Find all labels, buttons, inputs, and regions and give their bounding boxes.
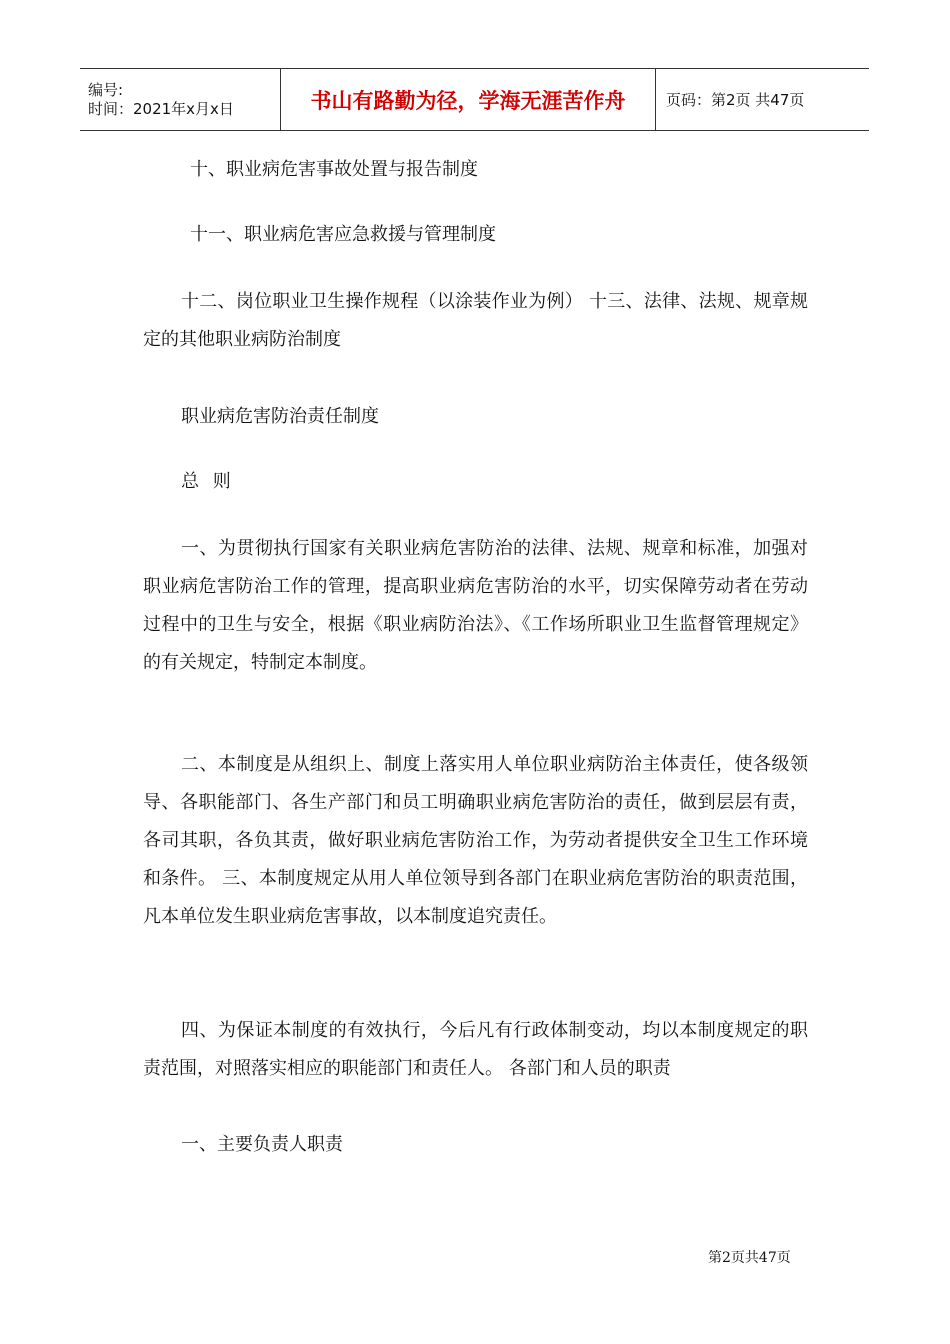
paragraph: 十一、职业病危害应急救援与管理制度	[190, 224, 496, 245]
paragraph: 二、本制度是从组织上、制度上落实用人单位职业病防治主体责任，使各级领导、各职能部门、各生产部门和员工明确职业病危害防治的责任，做到层层有责，各司其职，各负其责，做好职业病危害防治工作，为劳动者提供安全卫生工作环境和条件。 三、本制度规定从用人单位领导到各部门在职业病危害防治的职责范围，凡本单位发生职业病危害事故，以本制度追究责任。	[143, 754, 808, 927]
paragraph: 四、为保证本制度的有效执行，今后凡有行政体制变动，均以本制度规定的职责范围，对照落实相应的职能部门和责任人。 各部门和人员的职责	[143, 1020, 808, 1079]
section-heading: 一、主要负责人职责	[181, 1134, 343, 1155]
section-title: 职业病危害防治责任制度	[181, 406, 379, 427]
paragraph: 十、职业病危害事故处置与报告制度	[190, 159, 478, 180]
time-label: 时间：2021年x月x日	[88, 99, 234, 118]
serial-label: 编号:	[88, 80, 124, 99]
header-meta	[80, 69, 281, 130]
section-heading: 总 则	[181, 471, 235, 492]
header-page	[656, 69, 869, 130]
paragraph: 一、为贯彻执行国家有关职业病危害防治的法律、法规、规章和标准，加强对职业病危害防治工作的管理，提高职业病危害防治的水平，切实保障劳动者在劳动过程中的卫生与安全，根据《职业病防治法》、《工作场所职业卫生监督管理规定》的有关规定，特制定本制度。	[143, 538, 808, 673]
motto-text: 书山有路勤为径，学海无涯苦作舟	[310, 88, 626, 113]
page-label: 页码：第2页 共47页	[666, 91, 805, 109]
header-motto	[281, 69, 656, 130]
page-footer: 第2页共47页	[708, 1250, 791, 1266]
document-header	[80, 68, 869, 131]
paragraph: 十二、岗位职业卫生操作规程（以涂装作业为例） 十三、法律、法规、规章规定的其他职业病防治制度	[143, 291, 808, 350]
